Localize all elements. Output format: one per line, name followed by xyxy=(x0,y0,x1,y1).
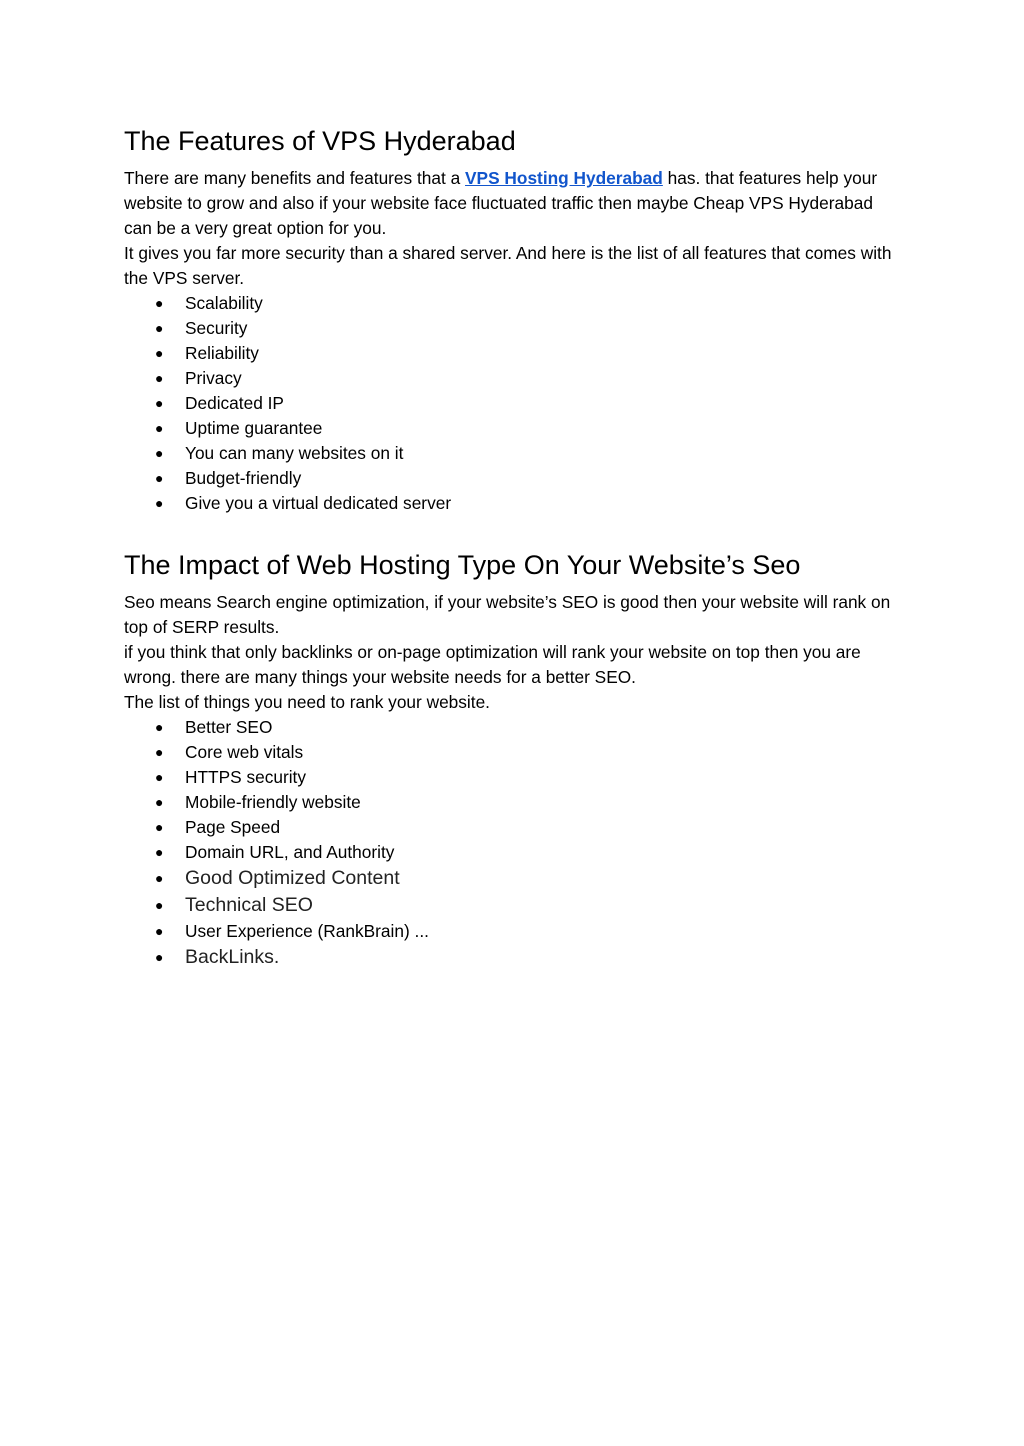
list-item: ● You can many websites on it xyxy=(124,441,904,466)
features-intro-paragraph xyxy=(124,166,904,241)
list-item: ● Better SEO xyxy=(124,715,904,740)
list-item: ● Mobile-friendly website xyxy=(124,790,904,815)
bullet-icon: ● xyxy=(155,395,164,411)
heading-features: The Features of VPS Hyderabad xyxy=(124,126,516,156)
bullet-icon: ● xyxy=(155,744,164,760)
list-item: ● Scalability xyxy=(124,291,904,316)
bullet-icon: ● xyxy=(155,445,164,461)
list-item: ● Uptime guarantee xyxy=(124,416,904,441)
bullet-icon: ● xyxy=(155,923,164,939)
features-list xyxy=(124,291,904,516)
features-intro-text-after: has. that features help your website to grow and also if your website face fluctuated traffic then maybe Cheap VPS Hyderabad can be a very great option for you. xyxy=(124,168,878,238)
seo-backlinks-paragraph: if you think that only backlinks or on-page optimization will rank your website on top then you are wrong. there are many things your website needs for a better SEO. xyxy=(124,642,861,687)
bullet-icon: ● xyxy=(155,719,164,735)
list-item: ● Page Speed xyxy=(124,815,904,840)
list-item: ● Give you a virtual dedicated server xyxy=(124,491,904,516)
bullet-icon: ● xyxy=(155,949,164,965)
list-item: ● Budget-friendly xyxy=(124,466,904,491)
list-item: ● HTTPS security xyxy=(124,765,904,790)
list-item: ● Privacy xyxy=(124,366,904,391)
document-page xyxy=(124,0,904,971)
list-item: ● User Experience (RankBrain) ... xyxy=(124,919,904,944)
bullet-icon: ● xyxy=(155,897,164,913)
list-item: ● Good Optimized Content xyxy=(124,865,904,892)
features-intro-text-before: There are many benefits and features that a xyxy=(124,168,466,188)
list-item: ● Reliability xyxy=(124,341,904,366)
seo-definition-paragraph: Seo means Search engine optimization, if your website’s SEO is good then your website will rank on top of SERP results. xyxy=(124,592,891,637)
bullet-icon: ● xyxy=(155,420,164,436)
bullet-icon: ● xyxy=(155,370,164,386)
bullet-icon: ● xyxy=(155,769,164,785)
features-security-paragraph: It gives you far more security than a shared server. And here is the list of all features that comes with the VPS server. xyxy=(124,243,892,288)
bullet-icon: ● xyxy=(155,470,164,486)
heading-impact: The Impact of Web Hosting Type On Your Website’s Seo xyxy=(124,550,801,580)
list-item: ● Technical SEO xyxy=(124,892,904,919)
list-item: ● BackLinks. xyxy=(124,944,904,971)
vps-hosting-hyderabad-link[interactable]: VPS Hosting Hyderabad xyxy=(465,168,663,188)
bullet-icon: ● xyxy=(155,495,164,511)
bullet-icon: ● xyxy=(155,345,164,361)
bullet-icon: ● xyxy=(155,295,164,311)
bullet-icon: ● xyxy=(155,819,164,835)
seo-list xyxy=(124,715,904,971)
list-item: ● Domain URL, and Authority xyxy=(124,840,904,865)
bullet-icon: ● xyxy=(155,870,164,886)
list-item: ● Security xyxy=(124,316,904,341)
bullet-icon: ● xyxy=(155,794,164,810)
bullet-icon: ● xyxy=(155,320,164,336)
list-item: ● Dedicated IP xyxy=(124,391,904,416)
bullet-icon: ● xyxy=(155,844,164,860)
seo-list-intro-paragraph: The list of things you need to rank your website. xyxy=(124,692,490,712)
list-item: ● Core web vitals xyxy=(124,740,904,765)
